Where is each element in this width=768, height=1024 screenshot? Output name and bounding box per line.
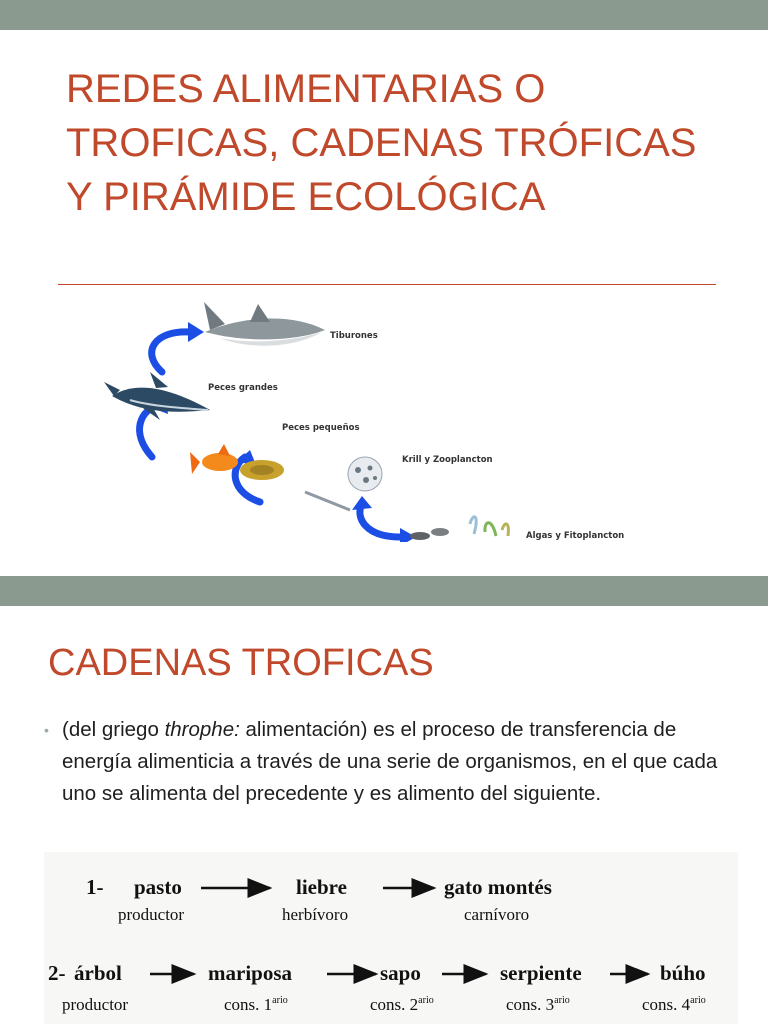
food-chain-examples-image [44, 852, 738, 1024]
chain-1-role-2: herbívoro [282, 905, 349, 924]
cycle-arrow-icon [360, 504, 400, 537]
chain-2-item-4: serpiente [500, 961, 582, 985]
chain-2-role-1: productor [62, 995, 129, 1014]
chain-1-item-2: liebre [296, 875, 347, 899]
chain-2-role-3: cons. $2^{ario}$ [370, 995, 434, 1014]
bullet-text: (del griego throphe: alimentación) es el proceso de transferencia de energía alimenticia a través de una serie de organismos, en el que cada uno se alimenta del precedente y es alimento del siguiente. [62, 718, 718, 805]
arrowhead-icon [188, 322, 204, 342]
title-divider [58, 284, 716, 285]
slide-separator [0, 576, 768, 606]
top-band [0, 0, 768, 30]
slide-2 [0, 606, 768, 1024]
chain-1-number: 1- [86, 875, 104, 899]
label-sharks: Tiburones [330, 331, 378, 341]
zooplankton-icon [305, 457, 382, 510]
chain-2-number: 2- [48, 961, 66, 985]
label-krill: Krill y Zooplancton [402, 455, 493, 465]
shark-icon [204, 302, 325, 346]
chain-2-role-4: cons. $3^{ario}$ [506, 995, 570, 1014]
label-small-fish: Peces pequeños [282, 423, 360, 433]
algae-icon [410, 517, 508, 540]
arrowhead-icon [352, 496, 372, 510]
chain-1-item-1: pasto [134, 875, 182, 899]
bullet-icon: • [44, 722, 49, 738]
chain-2-item-2: mariposa [208, 961, 292, 985]
label-big-fish: Peces grandes [208, 383, 278, 393]
chain-2-role-2: cons. $1^{ario}$ [224, 995, 288, 1014]
slide-title: REDES ALIMENTARIAS O TROFICAS, CADENAS TRÓFICAS Y PIRÁMIDE ECOLÓGICA [66, 67, 697, 219]
yellow-fish-icon [240, 460, 284, 480]
food-chain-diagram [100, 292, 680, 542]
cycle-arrow-icon [152, 332, 190, 372]
chain-1-role-1: productor [118, 905, 185, 924]
chain-2-item-1: árbol [74, 961, 122, 985]
swordfish-icon [104, 372, 210, 420]
label-algae: Algas y Fitoplancton [526, 531, 625, 541]
bullet-item [44, 714, 734, 810]
slide-title: CADENAS TROFICAS [48, 642, 434, 684]
chain-1-item-3: gato montés [444, 875, 552, 899]
chain-1-role-3: carnívoro [464, 905, 530, 924]
chain-2-item-3: sapo [380, 961, 421, 985]
slide-1 [0, 30, 768, 576]
chain-2-item-5: búho [660, 961, 706, 985]
chain-2-role-5: cons. $4^{ario}$ [642, 995, 706, 1014]
goldfish-icon [190, 444, 238, 474]
